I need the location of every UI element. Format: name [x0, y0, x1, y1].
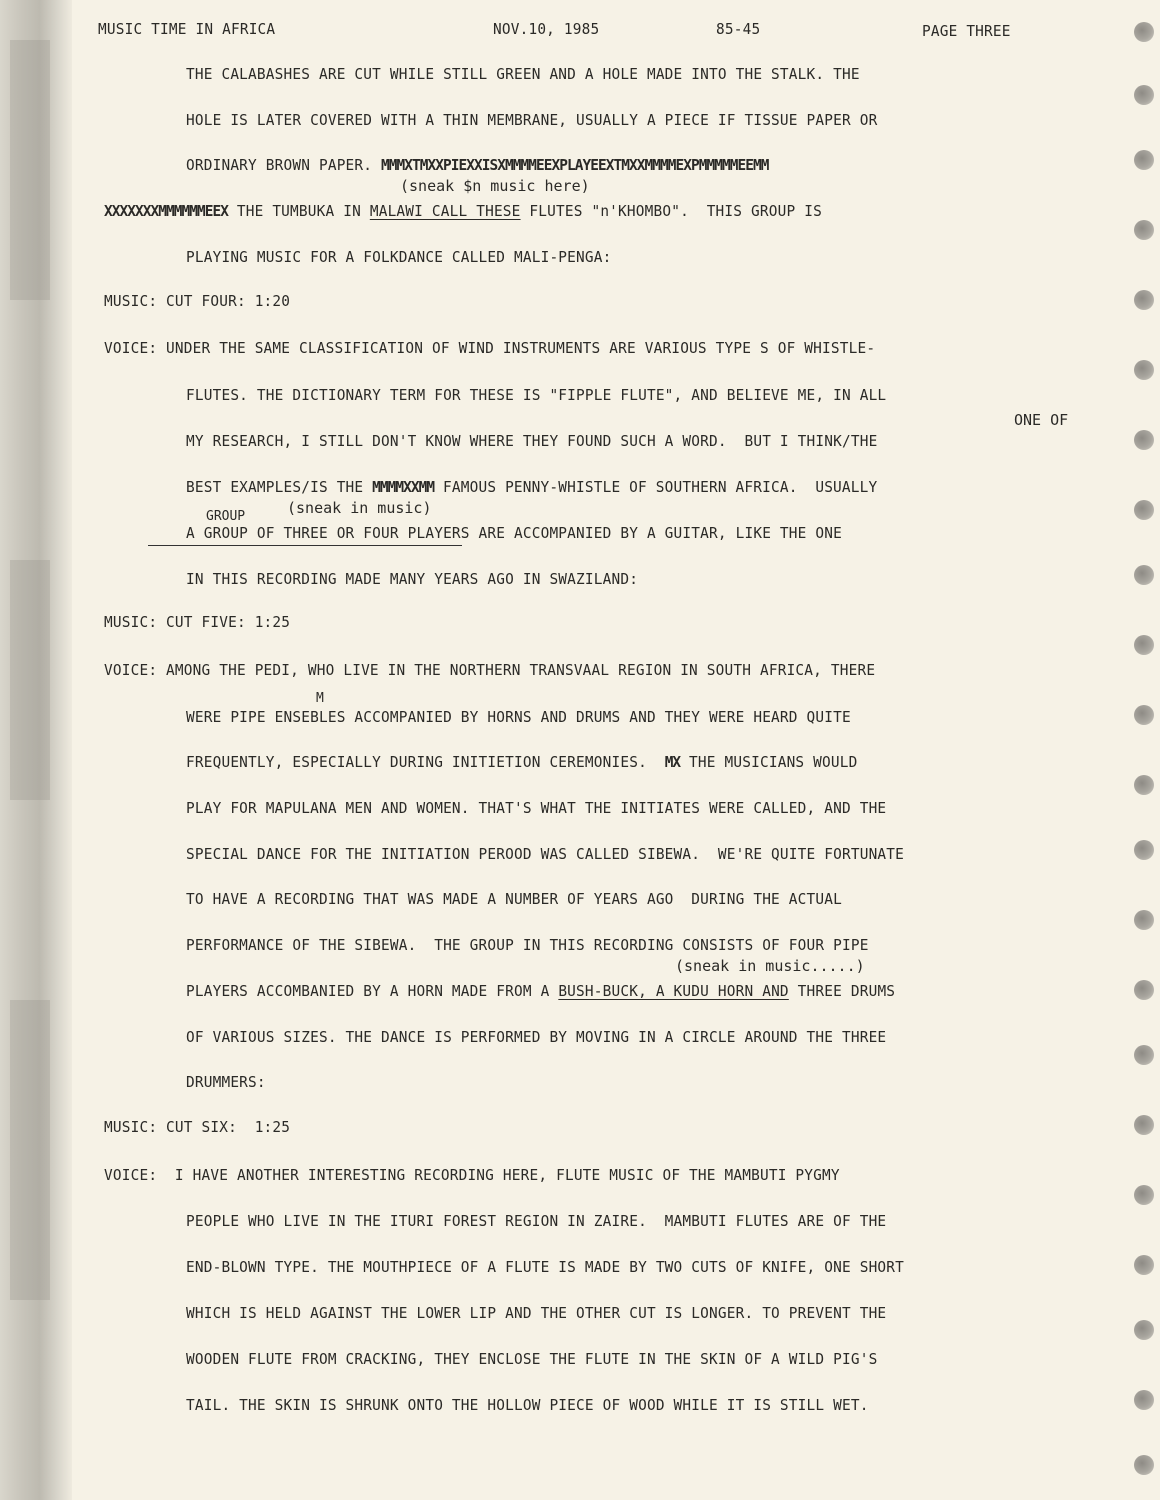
binding-shadow: [0, 0, 72, 1500]
punch-hole: [1134, 635, 1154, 655]
punch-holes: [1120, 0, 1160, 1500]
text-line: WOODEN FLUTE FROM CRACKING, THEY ENCLOSE THE FLUTE IN THE SKIN OF A WILD PIG'S: [186, 1350, 878, 1368]
punch-hole: [1134, 775, 1154, 795]
struck-out-text: MMMXTMXXPIEXXISXMMMMEEXPLAYEEXTMXXMMMMEXPMMMMMEEMM: [381, 156, 769, 174]
text-line: SPECIAL DANCE FOR THE INITIATION PEROOD WAS CALLED SIBEWA. WE'RE QUITE FORTUNATE: [186, 845, 905, 863]
text-line: BEST EXAMPLES/IS THE MMMMXXMM FAMOUS PENNY-WHISTLE OF SOUTHERN AFRICA. USUALLY: [186, 478, 878, 496]
text-line: VOICE: I HAVE ANOTHER INTERESTING RECORDING HERE, FLUTE MUSIC OF THE MAMBUTI PYGMY: [104, 1166, 840, 1184]
struck-out-text: MMMMXXMM: [372, 478, 435, 496]
music-cue: MUSIC: CUT FIVE: 1:25: [104, 613, 291, 631]
punch-hole: [1134, 85, 1154, 105]
text-line: HOLE IS LATER COVERED WITH A THIN MEMBRANE, USUALLY A PIECE IF TISSUE PAPER OR: [186, 111, 878, 129]
underline-rule: [148, 545, 462, 546]
program-title: MUSIC TIME IN AFRICA: [98, 20, 276, 38]
punch-hole: [1134, 150, 1154, 170]
text-line: PEOPLE WHO LIVE IN THE ITURI FOREST REGION IN ZAIRE. MAMBUTI FLUTES ARE OF THE: [186, 1212, 887, 1230]
punch-hole: [1134, 290, 1154, 310]
punch-hole: [1134, 1455, 1154, 1475]
handwritten-note: (sneak in music): [287, 499, 432, 517]
punch-hole: [1134, 980, 1154, 1000]
text-line: DRUMMERS:: [186, 1073, 266, 1091]
text-line: ORDINARY BROWN PAPER. MMMXTMXXPIEXXISXMMMMEEXPLAYEEXTMXXMMMMEXPMMMMMEEMM: [186, 156, 769, 174]
underlined-text: BUSH-BUCK, A KUDU HORN AND: [558, 982, 789, 1000]
punch-hole: [1134, 500, 1154, 520]
text-line: WERE PIPE ENSEBLES ACCOMPANIED BY HORNS AND DRUMS AND THEY WERE HEARD QUITE: [186, 708, 851, 726]
punch-hole: [1134, 705, 1154, 725]
text-line: THE CALABASHES ARE CUT WHILE STILL GREEN AND A HOLE MADE INTO THE STALK. THE: [186, 65, 860, 83]
text-line: WHICH IS HELD AGAINST THE LOWER LIP AND THE OTHER CUT IS LONGER. TO PREVENT THE: [186, 1304, 887, 1322]
punch-hole: [1134, 1115, 1154, 1135]
text-line: TO HAVE A RECORDING THAT WAS MADE A NUMBER OF YEARS AGO DURING THE ACTUAL: [186, 890, 842, 908]
handwritten-note: (sneak in music.....): [675, 957, 865, 975]
text-line: FREQUENTLY, ESPECIALLY DURING INITIETION CEREMONIES. MX THE MUSICIANS WOULD: [186, 753, 858, 771]
handwritten-note: M: [316, 691, 324, 706]
page-label: PAGE THREE: [922, 22, 1011, 40]
text-line: VOICE: AMONG THE PEDI, WHO LIVE IN THE NORTHERN TRANSVAAL REGION IN SOUTH AFRICA, THERE: [104, 661, 876, 679]
music-cue: MUSIC: CUT SIX: 1:25: [104, 1118, 291, 1136]
punch-hole: [1134, 1255, 1154, 1275]
punch-hole: [1134, 1390, 1154, 1410]
punch-hole: [1134, 220, 1154, 240]
episode-number: 85-45: [716, 20, 761, 38]
text-line: PLAYERS ACCOMBANIED BY A HORN MADE FROM A BUSH-BUCK, A KUDU HORN AND THREE DRUMS: [186, 982, 896, 1000]
handwritten-note: GROUP: [206, 509, 246, 524]
struck-out-text: MX: [664, 753, 681, 771]
text-line: XXXXXXXMMMMMMEEX THE TUMBUKA IN MALAWI CALL THESE FLUTES "n'KHOMBO". THIS GROUP IS: [104, 202, 822, 220]
text-line: PLAY FOR MAPULANA MEN AND WOMEN. THAT'S WHAT THE INITIATES WERE CALLED, AND THE: [186, 799, 887, 817]
punch-hole: [1134, 360, 1154, 380]
punch-hole: [1134, 430, 1154, 450]
text-line: IN THIS RECORDING MADE MANY YEARS AGO IN SWAZILAND:: [186, 570, 639, 588]
underlined-text: MALAWI CALL THESE: [369, 202, 521, 220]
text-line: PLAYING MUSIC FOR A FOLKDANCE CALLED MALI-PENGA:: [186, 248, 612, 266]
punch-hole: [1134, 1320, 1154, 1340]
text-line: VOICE: UNDER THE SAME CLASSIFICATION OF WIND INSTRUMENTS ARE VARIOUS TYPE S OF WHISTLE-: [104, 339, 876, 357]
handwritten-note: (sneak $n music here): [400, 177, 590, 195]
handwritten-note: ONE OF: [1014, 411, 1069, 429]
text-line: TAIL. THE SKIN IS SHRUNK ONTO THE HOLLOW PIECE OF WOOD WHILE IT IS STILL WET.: [186, 1396, 869, 1414]
text-line: MY RESEARCH, I STILL DON'T KNOW WHERE THEY FOUND SUCH A WORD. BUT I THINK/THE: [186, 432, 878, 450]
punch-hole: [1134, 22, 1154, 42]
punch-hole: [1134, 910, 1154, 930]
text-line: PERFORMANCE OF THE SIBEWA. THE GROUP IN THIS RECORDING CONSISTS OF FOUR PIPE: [186, 936, 869, 954]
struck-out-text: XXXXXXXMMMMMMEEX: [104, 202, 228, 220]
punch-hole: [1134, 1185, 1154, 1205]
broadcast-date: NOV.10, 1985: [493, 20, 600, 38]
punch-hole: [1134, 565, 1154, 585]
punch-hole: [1134, 1045, 1154, 1065]
punch-hole: [1134, 840, 1154, 860]
text-line: OF VARIOUS SIZES. THE DANCE IS PERFORMED BY MOVING IN A CIRCLE AROUND THE THREE: [186, 1028, 887, 1046]
text-line: FLUTES. THE DICTIONARY TERM FOR THESE IS "FIPPLE FLUTE", AND BELIEVE ME, IN ALL: [186, 386, 887, 404]
text-line: END-BLOWN TYPE. THE MOUTHPIECE OF A FLUTE IS MADE BY TWO CUTS OF KNIFE, ONE SHORT: [186, 1258, 905, 1276]
text-line: A GROUP OF THREE OR FOUR PLAYERS ARE ACCOMPANIED BY A GUITAR, LIKE THE ONE: [186, 524, 842, 542]
music-cue: MUSIC: CUT FOUR: 1:20: [104, 292, 291, 310]
